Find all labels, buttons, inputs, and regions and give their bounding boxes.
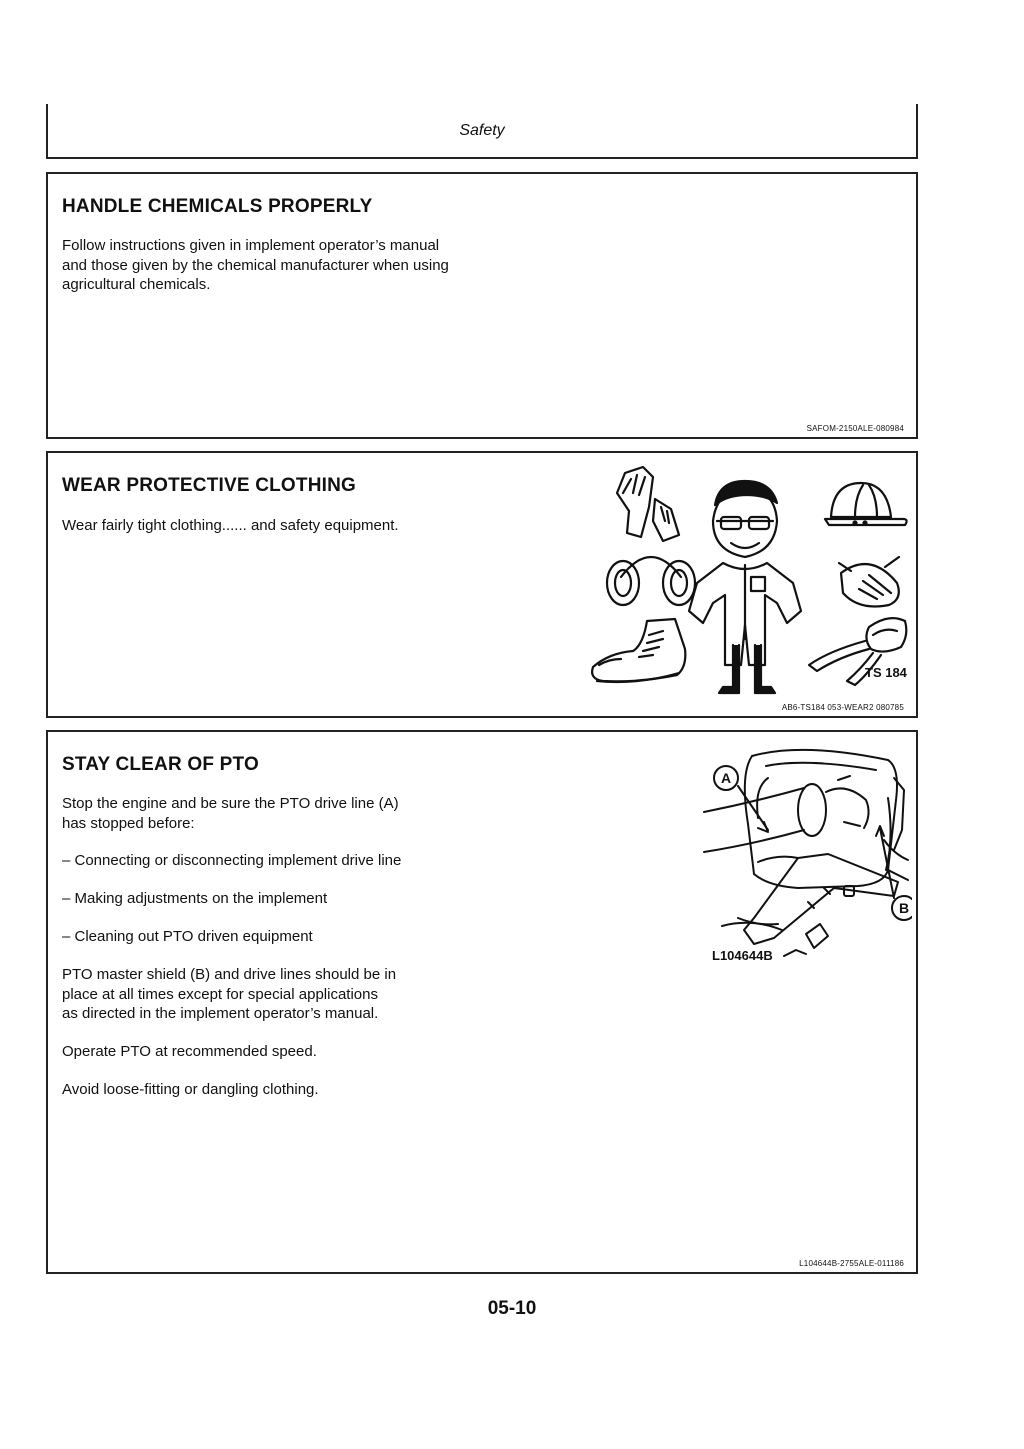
paragraph-line: and those given by the chemical manufacturer when using <box>62 256 449 274</box>
pto-drive-line-illustration <box>648 738 912 970</box>
section-title: HANDLE CHEMICALS PROPERLY <box>62 196 373 217</box>
gloves-icon <box>617 467 679 541</box>
paragraph-line: Avoid loose-fitting or dangling clothing. <box>62 1081 319 1098</box>
reference-code: AB6-TS184 053-WEAR2 080785 <box>781 703 904 712</box>
section-title: WEAR PROTECTIVE CLOTHING <box>62 475 357 496</box>
paragraph-line: PTO master shield (B) and drive lines should be in <box>62 966 397 983</box>
page-header <box>46 104 918 159</box>
header-title: Safety <box>459 122 505 139</box>
section-title: STAY CLEAR OF PTO <box>62 754 259 775</box>
section-stay-clear-pto <box>46 730 918 1274</box>
page-number: 05-10 <box>487 1298 537 1319</box>
drive-line-icon <box>704 776 869 852</box>
paragraph-line: Stop the engine and be sure the PTO drive line (A) <box>62 795 399 812</box>
section-handle-chemicals <box>46 172 918 439</box>
figure-label: TS 184 <box>865 665 907 680</box>
paragraph-line: Follow instructions given in implement operator’s manual <box>62 237 440 254</box>
section-protective-clothing <box>46 451 918 718</box>
safety-boot-icon <box>592 619 685 682</box>
reference-code: SAFOM-2150ALE-080984 <box>806 424 904 433</box>
drawbar-icon <box>722 840 908 948</box>
paragraph-line: place at all times except for special applications <box>62 985 378 1003</box>
paragraph-line: agricultural chemicals. <box>62 276 211 293</box>
paragraph-line: Operate PTO at recommended speed. <box>62 1043 317 1060</box>
paragraph-line: has stopped before: <box>62 814 195 832</box>
person-icon <box>689 481 801 693</box>
figure-label: L104644B <box>712 948 773 963</box>
ear-muffs-icon <box>607 557 695 605</box>
list-item: – Cleaning out PTO driven equipment <box>62 928 313 945</box>
reference-code: L104644B-2755ALE-011186 <box>799 1259 904 1268</box>
protective-equipment-illustration <box>563 459 913 697</box>
respirator-icon <box>839 557 899 607</box>
paragraph-line: as directed in the implement operator’s manual. <box>62 1005 379 1022</box>
list-item: – Making adjustments on the implement <box>62 890 328 907</box>
list-item: – Connecting or disconnecting implement drive line <box>62 852 402 869</box>
callout-b-label: B <box>898 900 910 916</box>
paragraph-line: Wear fairly tight clothing...... and safety equipment. <box>62 517 399 534</box>
callout-a-label: A <box>720 770 732 786</box>
hard-hat-icon <box>825 483 907 525</box>
